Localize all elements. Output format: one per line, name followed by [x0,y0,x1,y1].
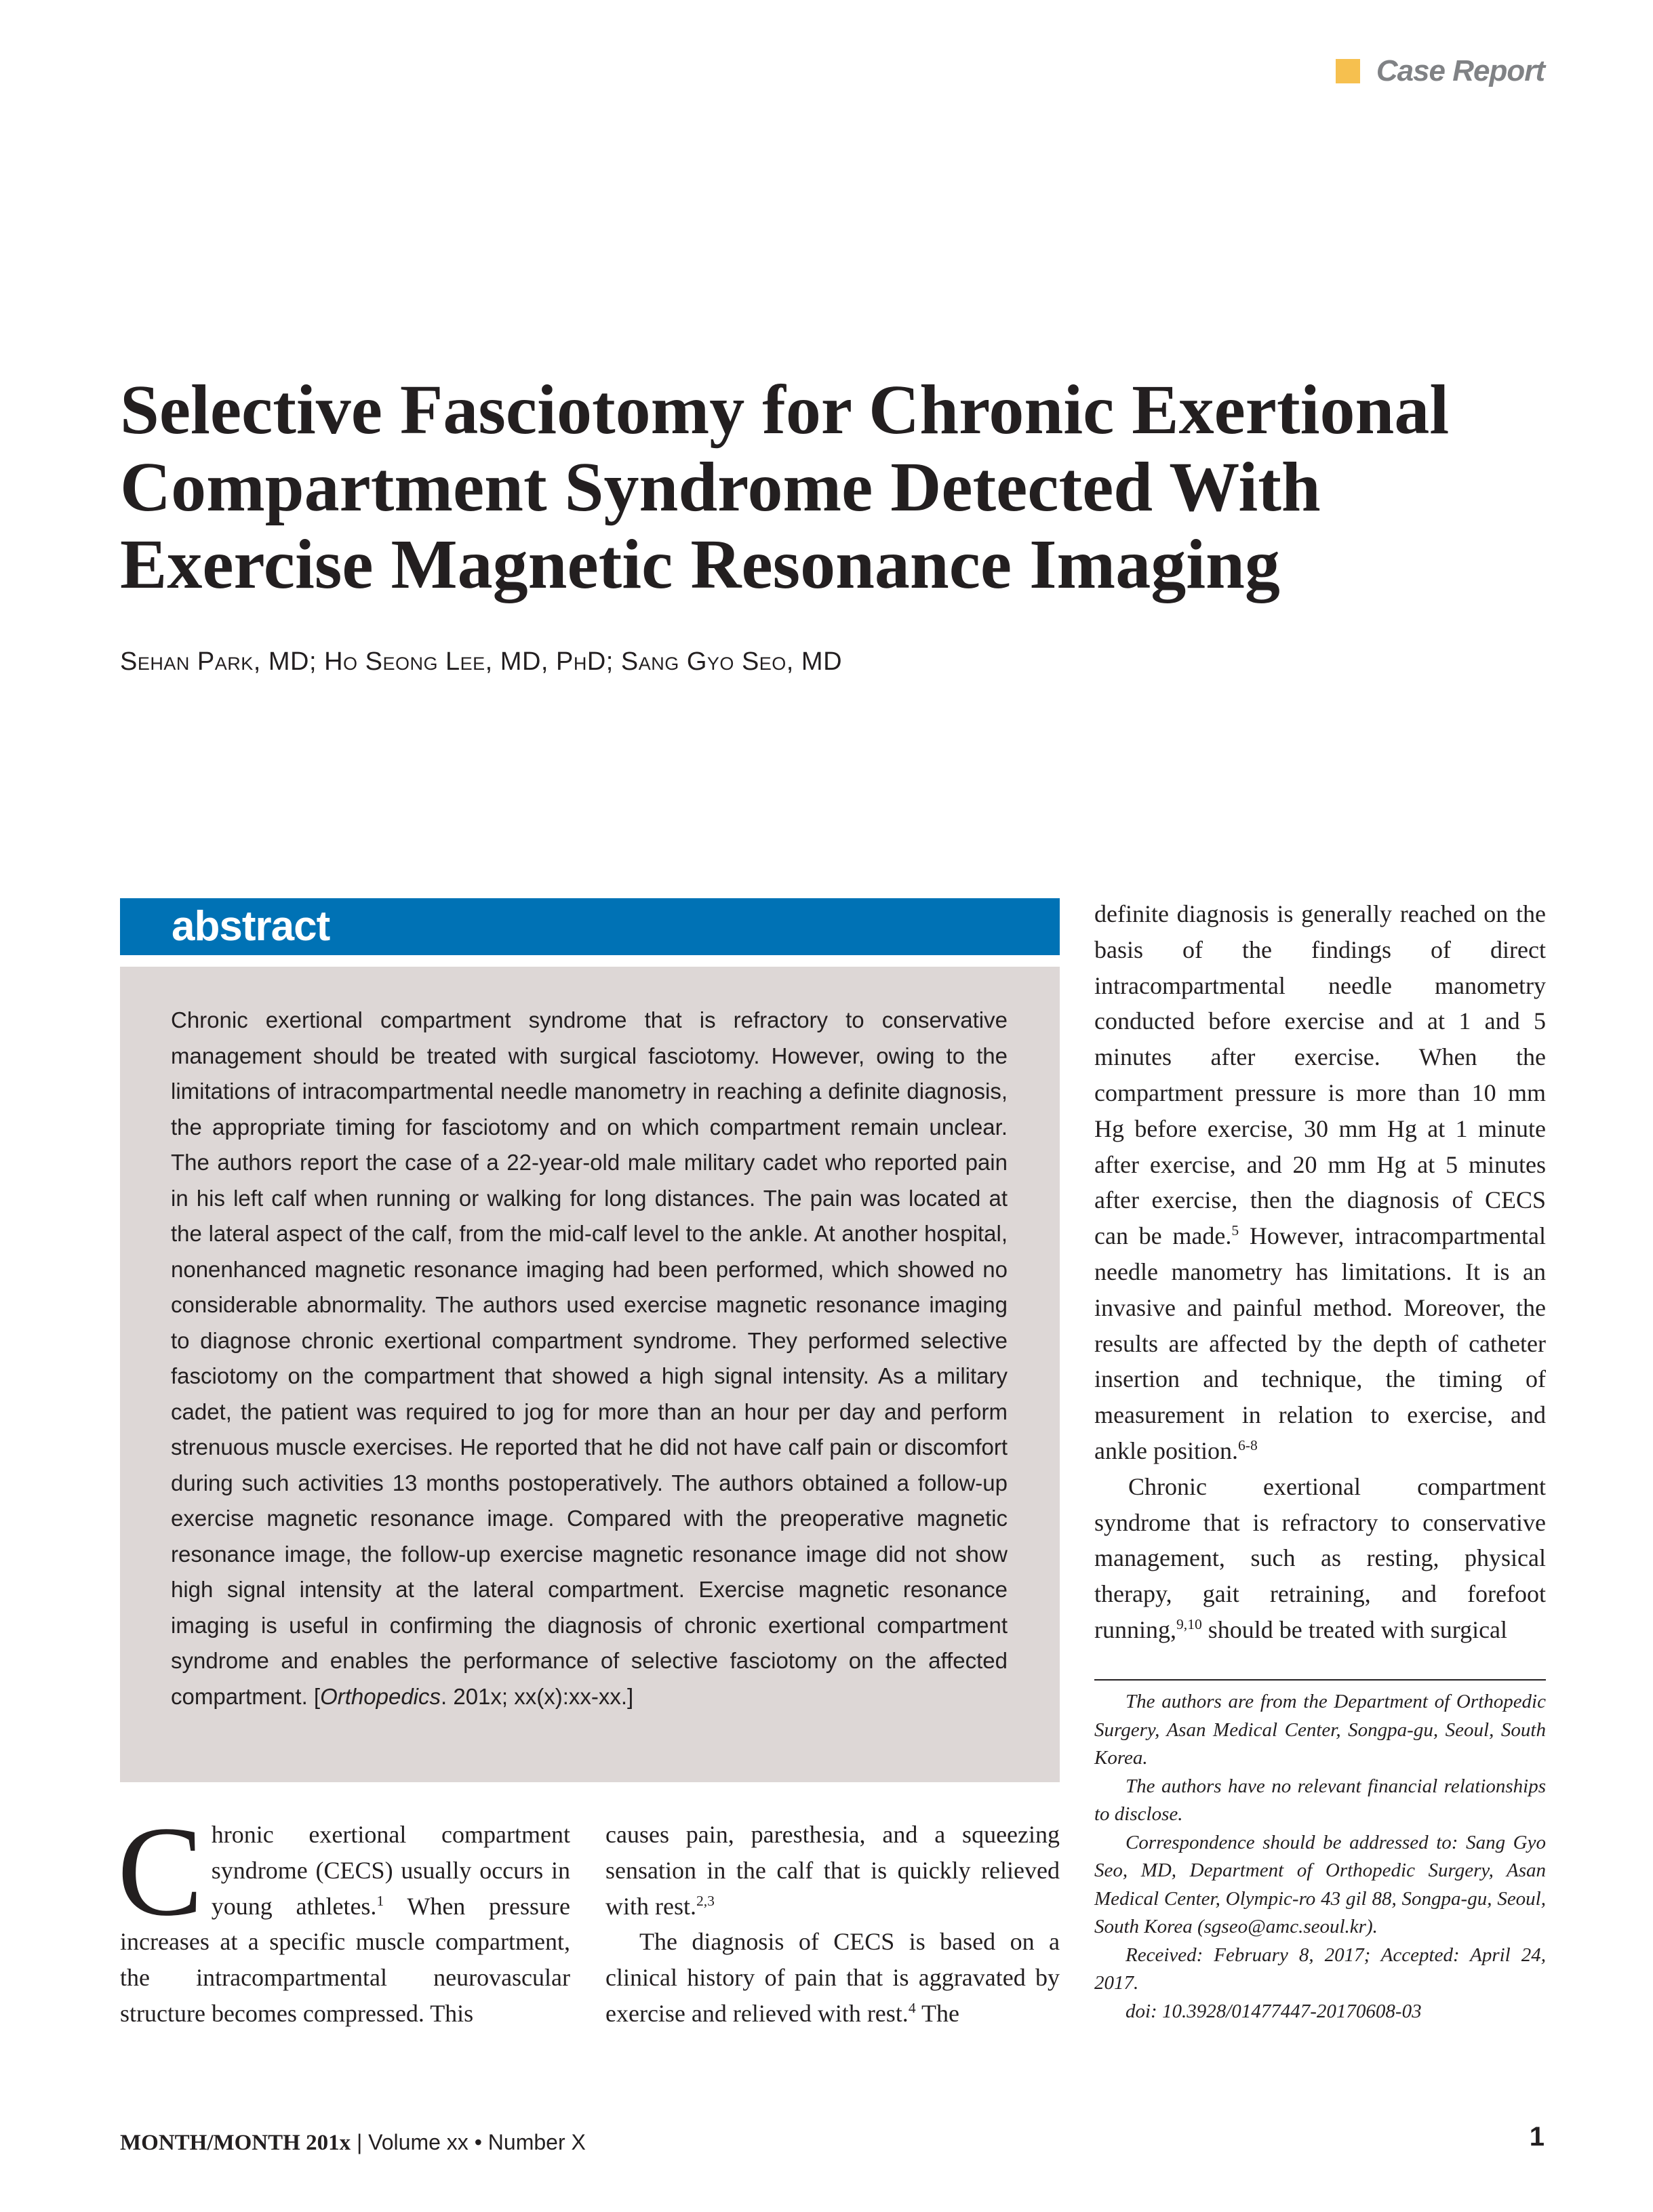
footnote-divider [1094,1679,1546,1681]
section-label-text: Case Report [1376,54,1545,87]
footer-issue-date: MONTH/MONTH 201x [120,2131,351,2155]
intro-paragraph [117,1801,570,2032]
footnote-disclosure: The authors have no relevant financial relationships to disclose. [1094,1775,1546,1825]
body-paragraph [1094,896,1546,1469]
footnotes [1094,1688,1546,2026]
body-text: should be treated with surgical [1201,1615,1508,1643]
body-text: However, intracompartmental needle manometry has limitations. It is an invasive and painful method. Moreover, the results are affected by the depth of catheter insertion and technique, the timing of measurement in relation to exercise, and ankle position. [1094,1222,1546,1464]
reference-5: 5 [1231,1222,1239,1239]
body-paragraph [605,1924,1060,2031]
abstract-body-text: Chronic exertional compartment syndrome that is refractory to conservative management should be treated with surgical fasciotomy. However, owing to the limitations of intracompartmental needle manometry in reaching a definite diagnosis, the appropriate timing for fasciotomy and on which compartment remain unclear. The authors report the case of a 22-year-old male military cadet who reported pain in his left calf when running or walking for long distances. The pain was located at the lateral aspect of the calf, from the mid-calf level to the ankle. At another hospital, nonenhanced magnetic resonance imaging had been performed, which showed no considerable abnormality. The authors used exercise magnetic resonance imaging to diagnose chronic exertional compartment syndrome. They performed selective fasciotomy on the compartment that showed a high signal intensity. As a military cadet, the patient was required to jog for more than an hour per day and perform strenuous muscle exercises. He reported that he did not have calf pain or discomfort during such activities 13 months postoperatively. The authors obtained a follow-up exercise magnetic resonance image. Compared with the preoperative magnetic resonance image, the follow-up exercise magnetic resonance image did not show high signal intensity at the lateral compartment. Exercise magnetic resonance imaging is useful in confirming the diagnosis of chronic exertional compartment syndrome and enables the performance of selective fasciotomy on the affected compartment. [ [171,1007,1008,1709]
abstract-box [120,967,1060,1782]
article-authors: Sehan Park, MD; Ho Seong Lee, MD, PhD; Sang Gyo Seo, MD [120,647,843,676]
reference-9-10: 9,10 [1176,1615,1202,1632]
body-text: The [915,1999,959,2027]
reference-1: 1 [376,1892,384,1909]
abstract-citation-rest: . 201x; xx(x):xx-xx.] [441,1683,634,1709]
abstract-text [171,1003,1008,1714]
body-text: causes pain, paresthesia, and a squeezing sensation in the calf that is quickly relieved with rest. [605,1821,1060,1920]
intro-text-continued: When pressure increases at a specific muscle compartment, the intracompartmental neurovascular structure becomes compressed. This [120,1892,570,2027]
footer-volume: | Volume xx • Number X [351,2130,586,2154]
footnote-doi: doi: 10.3928/01477447-20170608-03 [1126,2000,1422,2022]
reference-4: 4 [908,1999,916,2016]
body-column-1 [117,1801,570,2032]
section-label [1336,54,1545,88]
abstract-header [120,898,1060,955]
abstract-heading: abstract [172,903,330,950]
body-paragraph [1094,1469,1546,1648]
page-footer [120,2130,586,2156]
body-text: The diagnosis of CECS is based on a clinical history of pain that is aggravated by exercise and relieved with rest. [605,1928,1060,2027]
footnote-correspondence: Correspondence should be addressed to: Sang Gyo Seo, MD, Department of Orthopedic Surgery, Asan Medical Center, Olympic-ro 43 gil 88, Songpa-gu, Seoul, South Korea (sgseo@amc.seoul.kr). [1094,1831,1546,1937]
reference-6-8: 6-8 [1237,1436,1258,1453]
footnote-affiliation: The authors are from the Department of Orthopedic Surgery, Asan Medical Center, Songpa-gu, Seoul, South Korea. [1094,1691,1546,1769]
body-column-2 [605,1817,1060,2032]
drop-cap: C [117,1801,203,1943]
body-text: Chronic exertional compartment syndrome that is refractory to conservative management, such as resting, physical therapy, gait retraining, and forefoot running, [1094,1472,1546,1643]
body-paragraph [605,1817,1060,1924]
body-column-3 [1094,896,1546,1648]
abstract-citation-journal: Orthopedics [320,1683,441,1709]
footnote-dates: Received: February 8, 2017; Accepted: April 24, 2017. [1094,1944,1546,1994]
body-text: definite diagnosis is generally reached on the basis of the findings of direct intracompartmental needle manometry conducted before exercise and at 1 and 5 minutes after exercise. When the compartment pressure is more than 10 mm Hg before exercise, 30 mm Hg at 1 minute after exercise, and 20 mm Hg at 5 minutes after exercise, then the diagnosis of CECS can be made. [1094,900,1546,1250]
article-title: Selective Fasciotomy for Chronic Exertional Compartment Syndrome Detected With Exercise Magnetic Resonance Imaging [120,371,1450,603]
intro-text: hronic exertional compartment syndrome (CECS) usually occurs in young athletes. [211,1821,570,1920]
reference-2-3: 2,3 [696,1892,715,1909]
section-square-icon [1336,59,1360,83]
page-number: 1 [1529,2122,1545,2152]
